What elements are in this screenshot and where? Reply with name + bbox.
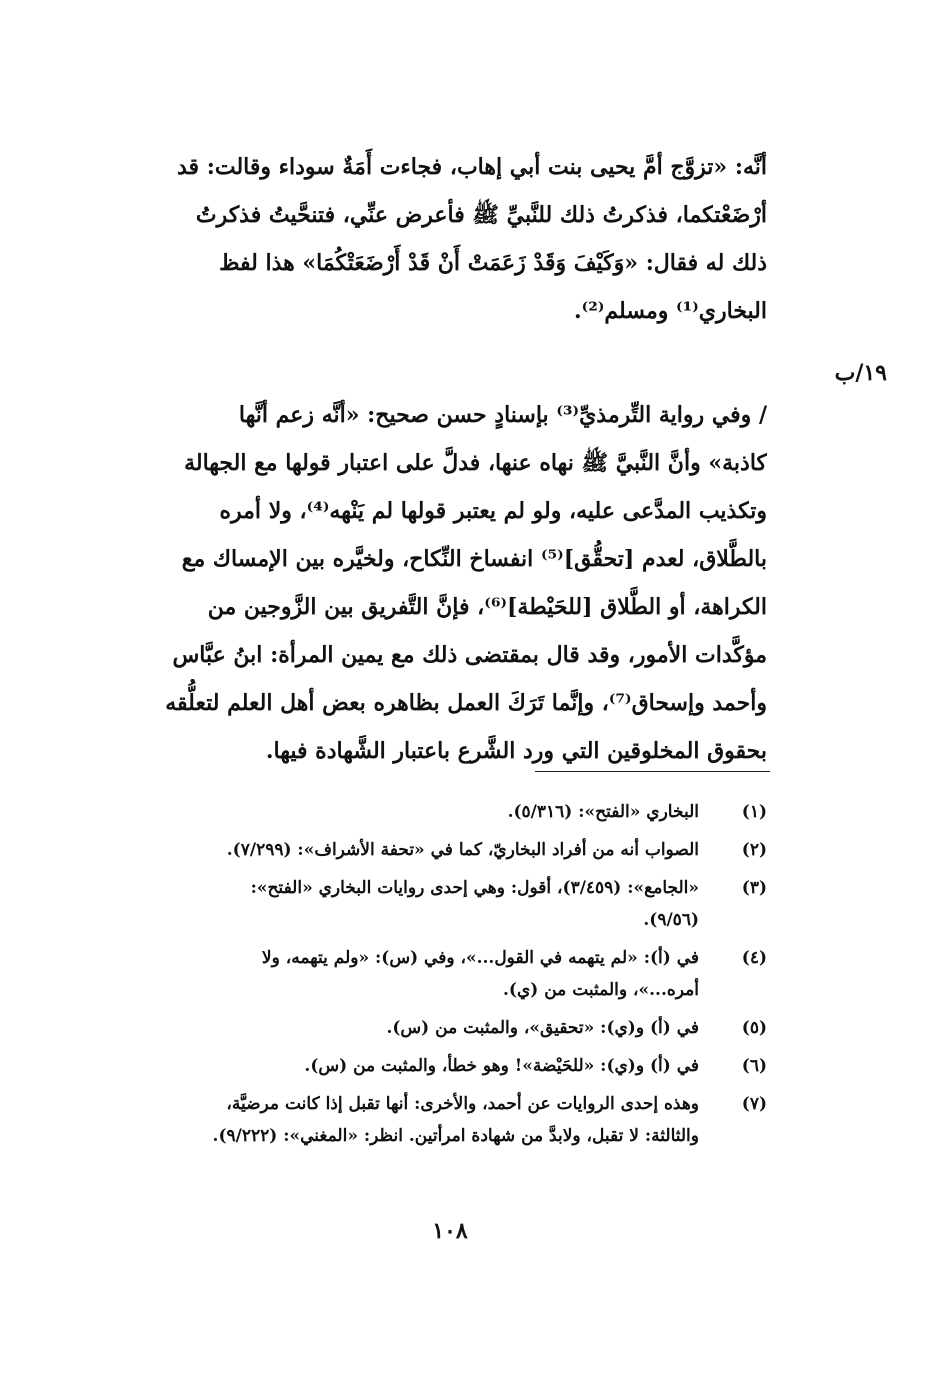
footnote-text: «الجامع»: (٣/٤٥٩)، أقول: وهي إحدى روايات البخاري «الفتح»: [250, 878, 699, 898]
paragraph-line: بحقوق المخلوقين التي ورد الشَّرع باعتبار الشَّهادة فيها. [265, 738, 767, 764]
paragraph-1 [95, 143, 767, 335]
paragraph-line: مؤكَّدات الأمور، وقد قال بمقتضى ذلك مع يمين المرأة: ابنُ عبَّاس [172, 642, 767, 668]
footnote-separator [535, 771, 770, 772]
footnote-number: (٦) [741, 1056, 767, 1076]
footnote-number: (٥) [741, 1018, 767, 1038]
paragraph-line: / وفي رواية التِّرمذيِّ⁽³⁾ بإسنادٍ حسن صحيح: «أنَّه زعم أنَّها [238, 402, 767, 428]
paragraph-line: وأحمد وإسحاق⁽⁷⁾، وإنَّما تَرَكَ العمل بظاهره بعض أهل العلم لتعلُّقه [165, 690, 767, 716]
paragraph-line: ذلك له فقال: «وَكَيْفَ وَقَدْ زَعَمَتْ أَنْ قَدْ أَرْضَعَتْكُمَا» هذا لفظ [219, 250, 767, 276]
paragraph-line: كاذبة» وأنَّ النَّبيَّ ﷺ نهاه عنها، فدلَّ على اعتبار قولها مع الجهالة [184, 450, 767, 476]
footnote-3 [95, 872, 767, 936]
footnote-2 [95, 834, 767, 866]
footnote-number: (٤) [741, 948, 767, 968]
footnote-6 [95, 1050, 767, 1082]
manuscript-folio-marker: ١٩/ب [834, 360, 887, 386]
footnote-text: وهذه إحدى الروايات عن أحمد، والأخرى: أنها تقبل إذا كانت مرضيَّة، [226, 1094, 699, 1114]
paragraph-line: البخاري⁽¹⁾ ومسلم⁽²⁾. [574, 298, 767, 324]
footnote-text: في (أ): «لم يتهمه في القول...»، وفي (س): «ولم يتهمه، ولا [261, 948, 699, 968]
footnote-text: في (أ) و(ي): «تحقيق»، والمثبت من (س). [386, 1018, 699, 1038]
footnote-4 [95, 942, 767, 1006]
footnotes [95, 796, 767, 1158]
paragraph-line: الكراهة، أو الطَّلاق [للحَيْطة]⁽⁶⁾، فإنَّ التَّفريق بين الزَّوجين من [207, 594, 767, 620]
footnote-1 [95, 796, 767, 828]
footnote-7 [95, 1088, 767, 1152]
paragraph-line: وتكذيب المدَّعى عليه، ولو لم يعتبر قولها لم يَنْهه⁽⁴⁾، ولا أمره [219, 498, 767, 524]
paragraph-2 [95, 391, 767, 775]
footnote-number: (٢) [741, 840, 767, 860]
paragraph-line: بالطَّلاق، لعدم [تحقُّق]⁽⁵⁾ انفساخ النِّكاح، ولخيَّره بين الإمساك مع [181, 546, 767, 572]
footnote-text: البخاري «الفتح»: (٥/٣١٦). [507, 802, 699, 822]
footnote-number: (١) [741, 802, 767, 822]
footnote-number: (٣) [741, 878, 767, 898]
footnote-text: والثالثة: لا تقبل، ولابدَّ من شهادة امرأتين. انظر: «المغني»: (٩/٢٢٢). [212, 1126, 699, 1146]
paragraph-line: أنَّه: «تزوَّج أمَّ يحيى بنت أبي إهاب، فجاءت أَمَةٌ سوداء وقالت: قد [177, 154, 767, 180]
paragraph-line: أرْضَعْتكما، فذكرتُ ذلك للنَّبيِّ ﷺ فأعرض عنِّي، فتنحَّيتُ فذكرتُ [195, 202, 767, 228]
footnote-text: (٩/٥٦). [643, 910, 699, 930]
page-number: ١٠٨ [432, 1218, 468, 1244]
footnote-number: (٧) [741, 1094, 767, 1114]
footnote-5 [95, 1012, 767, 1044]
footnote-text: في (أ) و(ي): «للحَيْضة»! وهو خطأ، والمثبت من (س). [304, 1056, 699, 1076]
footnote-text: أمره...»، والمثبت من (ي). [503, 980, 699, 1000]
footnote-text: الصواب أنه من أفراد البخاريّ، كما في «تحفة الأشراف»: (٧/٢٩٩). [226, 840, 699, 860]
